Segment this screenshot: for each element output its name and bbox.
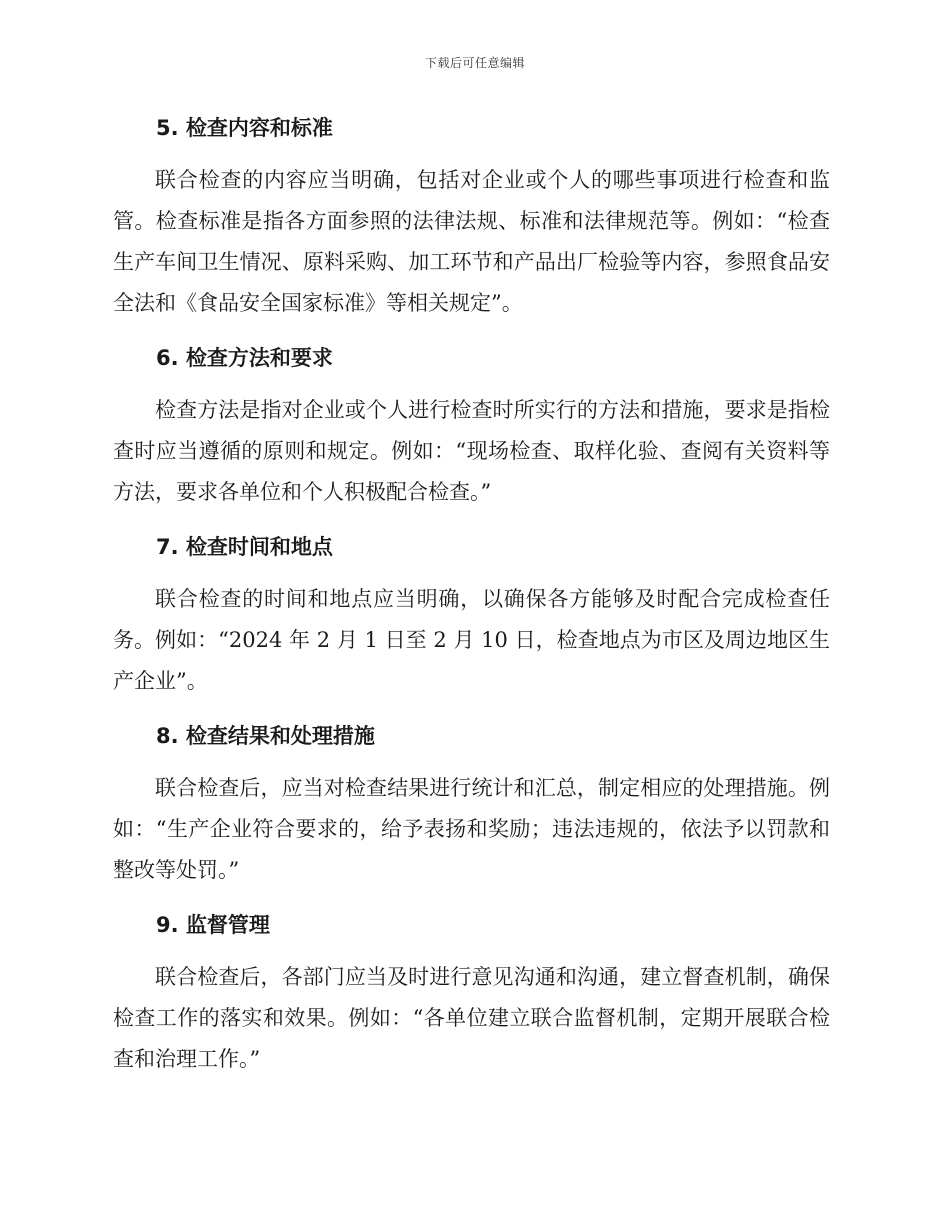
document-body bbox=[113, 108, 830, 1080]
section-inspection-results bbox=[113, 716, 830, 891]
section-inspection-content bbox=[113, 108, 830, 324]
section-paragraph: 联合检查的内容应当明确，包括对企业或个人的哪些事项进行检查和监管。检查标准是指各方面参照的法律法规、标准和法律规范等。例如：“检查生产车间卫生情况、原料采购、加工环节和产品出厂检验等内容，参照食品安全法和《食品安全国家标准》等相关规定”。 bbox=[113, 168, 830, 315]
section-inspection-method bbox=[113, 338, 830, 513]
page-header: 下载后可任意编辑 bbox=[424, 56, 525, 70]
section-inspection-time-place bbox=[113, 527, 830, 702]
section-paragraph: 联合检查的时间和地点应当明确，以确保各方能够及时配合完成检查任务。例如：“2024 年 2 月 1 日至 2 月 10 日，检查地点为市区及周边地区生产企业”。 bbox=[113, 587, 830, 693]
section-heading: 9. 监督管理 bbox=[156, 913, 270, 937]
section-heading: 5. 检查内容和标准 bbox=[156, 116, 333, 140]
section-paragraph: 联合检查后，各部门应当及时进行意见沟通和沟通，建立督查机制，确保检查工作的落实和效果。例如：“各单位建立联合监督机制，定期开展联合检查和治理工作。” bbox=[113, 965, 830, 1071]
section-paragraph: 联合检查后，应当对检查结果进行统计和汇总，制定相应的处理措施。例如：“生产企业符合要求的，给予表扬和奖励；违法违规的，依法予以罚款和整改等处罚。” bbox=[113, 776, 830, 882]
section-paragraph: 检查方法是指对企业或个人进行检查时所实行的方法和措施，要求是指检查时应当遵循的原则和规定。例如：“现场检查、取样化验、查阅有关资料等方法，要求各单位和个人积极配合检查。” bbox=[113, 398, 830, 504]
section-heading: 8. 检查结果和处理措施 bbox=[156, 724, 375, 748]
section-supervision bbox=[113, 905, 830, 1080]
section-heading: 6. 检查方法和要求 bbox=[156, 346, 333, 370]
section-heading: 7. 检查时间和地点 bbox=[156, 535, 333, 559]
